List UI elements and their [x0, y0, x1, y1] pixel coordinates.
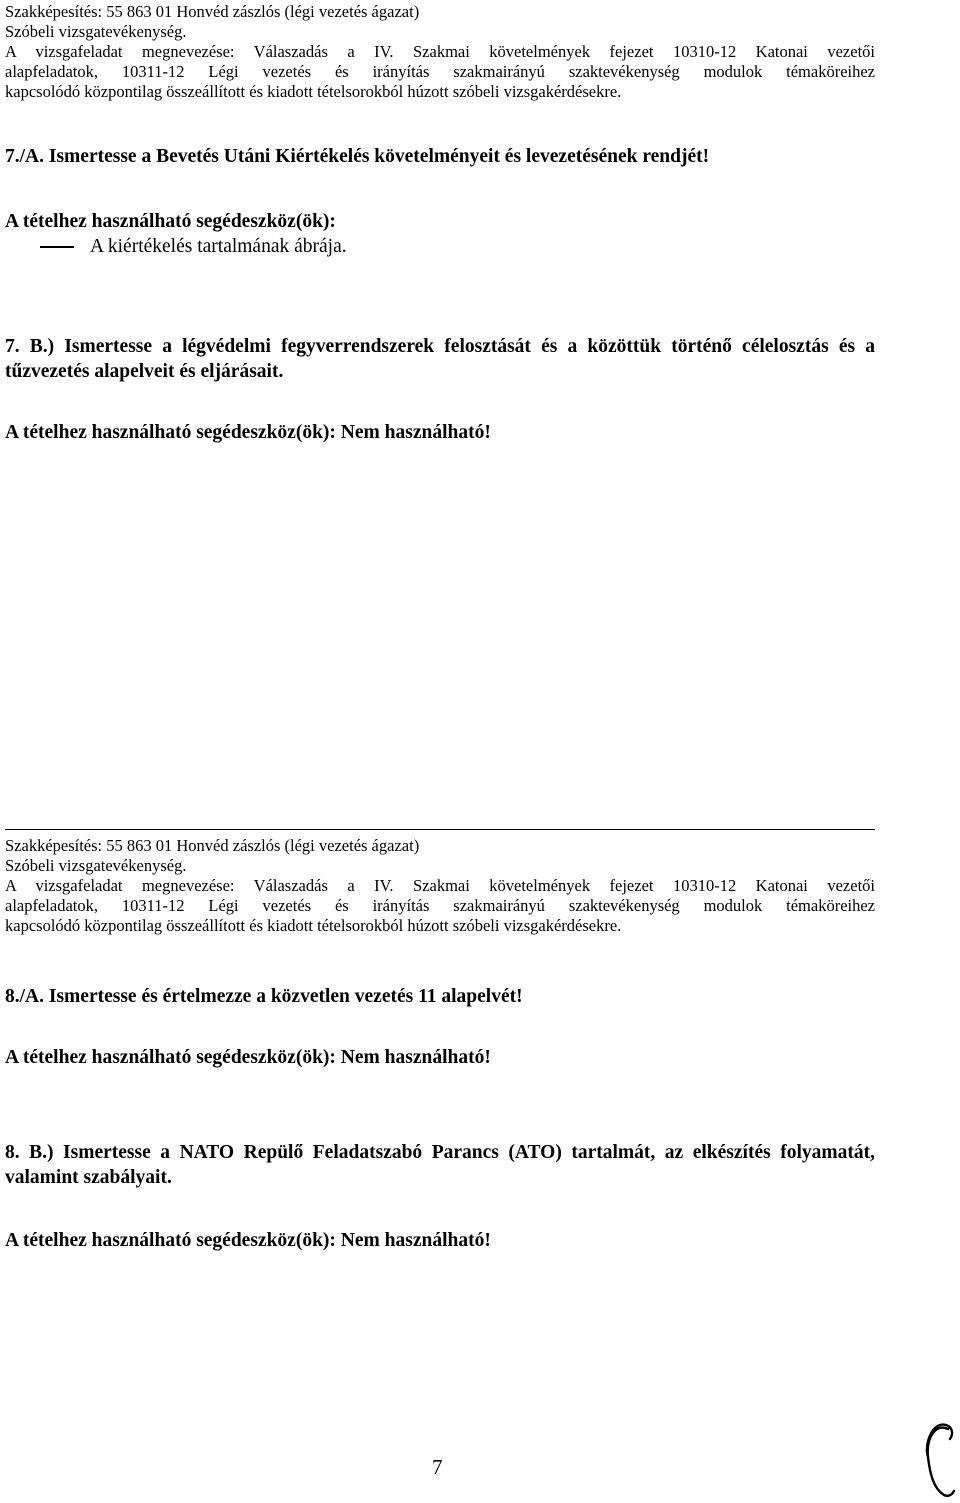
section-divider	[5, 829, 875, 830]
header-task-line1: A vizsgafeladat megnevezése: Válaszadás a IV. Szakmai követelmények fejezet 10310-12 Katonai vezetői	[5, 42, 875, 61]
exam-header-top	[5, 2, 875, 102]
question-8b-tools: A tételhez használható segédeszköz(ök): Nem használható!	[5, 1230, 491, 1251]
question-7a-tools-label: A tételhez használható segédeszköz(ök):	[5, 211, 336, 232]
question-7a-tool-item	[40, 234, 910, 259]
signature-mark	[918, 1415, 960, 1503]
header-activity: Szóbeli vizsgatevékenység.	[5, 22, 187, 41]
header-qualification: Szakképesítés: 55 863 01 Honvéd zászlós (légi vezetés ágazat)	[5, 836, 420, 855]
page-number: 7	[432, 1455, 443, 1479]
question-7a-title: 7./A. Ismertesse a Bevetés Utáni Kiértékelés követelményeit és levezetésének rendjét!	[5, 146, 710, 167]
header-task-line1: A vizsgafeladat megnevezése: Válaszadás a IV. Szakmai követelmények fejezet 10310-12 Katonai vezetői	[5, 876, 875, 895]
header-qualification: Szakképesítés: 55 863 01 Honvéd zászlós (légi vezetés ágazat)	[5, 2, 420, 21]
header-task-line2: alapfeladatok, 10311-12 Légi vezetés és irányítás szakmairányú szaktevékenység modulok témaköreihez	[5, 896, 875, 915]
header-task-line3: kapcsolódó központilag összeállított és kiadott tételsorokból húzott szóbeli vizsgakérdésekre.	[5, 82, 622, 101]
header-task-line2: alapfeladatok, 10311-12 Légi vezetés és irányítás szakmairányú szaktevékenység modulok témaköreihez	[5, 62, 875, 81]
dash-bullet-icon	[40, 246, 74, 248]
question-8a-title: 8./A. Ismertesse és értelmezze a közvetlen vezetés 11 alapelvét!	[5, 986, 523, 1007]
header-task-line3: kapcsolódó központilag összeállított és kiadott tételsorokból húzott szóbeli vizsgakérdésekre.	[5, 916, 622, 935]
exam-header-bottom	[5, 836, 875, 936]
question-7b-title: 7. B.) Ismertesse a légvédelmi fegyverrendszerek felosztását és a közöttük történő célelosztás és a tűzvezetés alapelveit és eljárásait.	[5, 336, 875, 382]
question-8b-title: 8. B.) Ismertesse a NATO Repülő Feladatszabó Parancs (ATO) tartalmát, az elkészítés folyamatát, valamint szabályait.	[5, 1142, 875, 1188]
question-8a-tools: A tételhez használható segédeszköz(ök): Nem használható!	[5, 1047, 491, 1068]
header-activity: Szóbeli vizsgatevékenység.	[5, 856, 187, 875]
question-7b-tools: A tételhez használható segédeszköz(ök): Nem használható!	[5, 422, 491, 443]
tool-item-text: A kiértékelés tartalmának ábrája.	[90, 236, 347, 257]
